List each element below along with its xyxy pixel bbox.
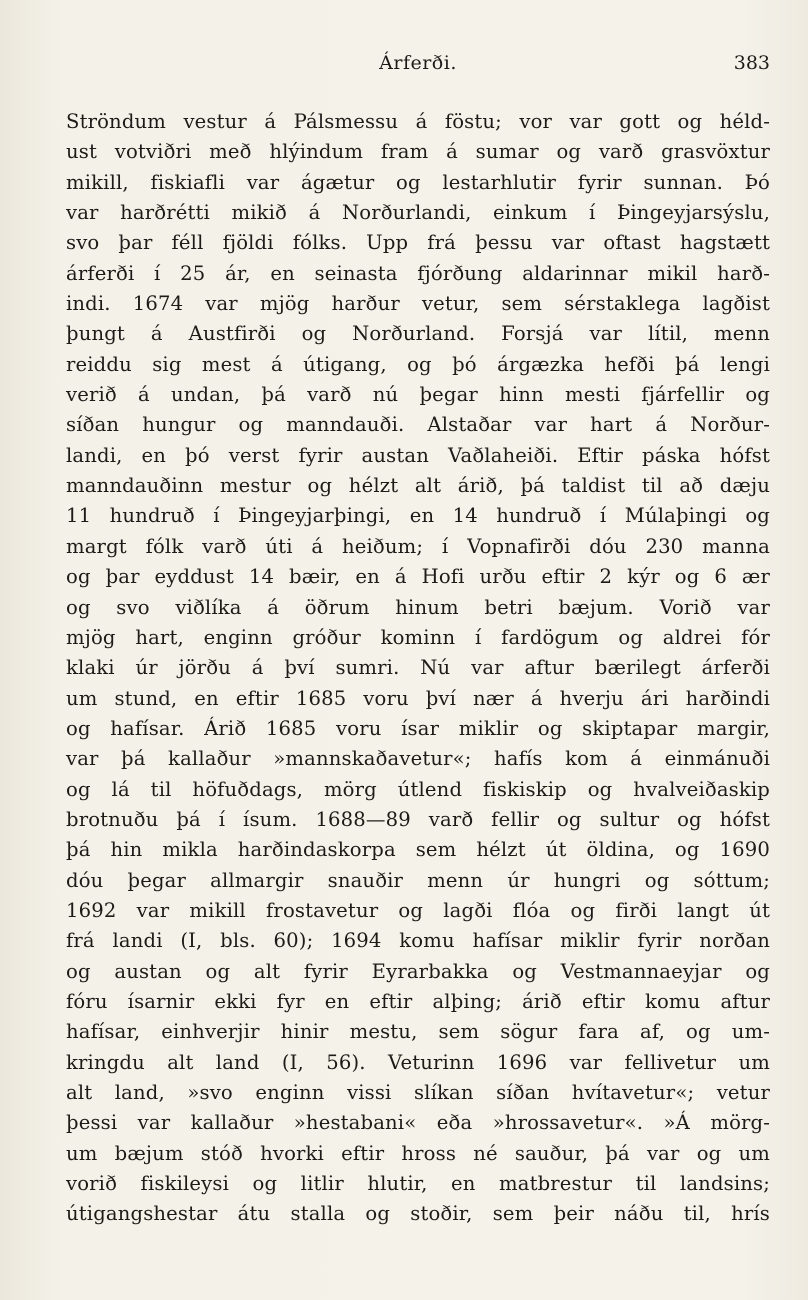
text-line: alt land, »svo enginn vissi slíkan síðan hvítavetur«; vetur	[66, 1081, 770, 1104]
text-line: ust votviðri með hlýindum fram á sumar og varð grasvöxtur	[66, 140, 770, 164]
text-line: um bæjum stóð hvorki eftir hross né sauður, þá var og um	[66, 1141, 770, 1165]
text-line: var þá kallaður »mannskaðavetur«; hafís kom á einmánuði	[66, 747, 770, 771]
text-line: og lá til höfuðdags, mörg útlend fiskiskip og hvalveiðaskip	[66, 777, 770, 801]
text-line: svo þar féll fjöldi fólks. Upp frá þessu var oftast hagstætt	[66, 231, 770, 255]
text-line: þá hin mikla harðindaskorpa sem hélzt út öldina, og 1690	[66, 838, 770, 862]
text-line: verið á undan, þá varð nú þegar hinn mesti fjárfellir og	[66, 383, 770, 407]
text-line: og austan og alt fyrir Eyrarbakka og Vestmannaeyjar og	[66, 959, 770, 983]
text-line: árferði í 25 ár, en seinasta fjórðung aldarinnar mikil harð-	[66, 261, 770, 285]
text-line: mjög hart, enginn gróður kominn í fardögum og aldrei fór	[66, 625, 770, 649]
text-line: síðan hungur og manndauði. Alstaðar var hart á Norður-	[66, 413, 770, 437]
text-line: mikill, fiskiafli var ágætur og lestarhlutir fyrir sunnan. Þó	[66, 170, 770, 194]
body-text	[66, 107, 770, 1230]
running-title: Árferði.	[379, 52, 457, 74]
text-line: var harðrétti mikið á Norðurlandi, einkum í Þingeyjarsýslu,	[66, 201, 770, 225]
text-line: Ströndum vestur á Pálsmessu á föstu; vor var gott og héld-	[66, 110, 770, 133]
text-line: og þar eyddust 14 bæir, en á Hofi urðu eftir 2 kýr og 6 ær	[66, 565, 770, 589]
text-line: klaki úr jörðu á því sumri. Nú var aftur bærilegt árferði	[66, 656, 770, 680]
text-line: manndauðinn mestur og hélzt alt árið, þá taldist til að dæju	[66, 474, 770, 498]
text-line: hafísar, einhverjir hinir mestu, sem sögur fara af, og um-	[66, 1020, 770, 1044]
text-line: dóu þegar allmargir snauðir menn úr hungri og sóttum;	[66, 868, 770, 892]
text-line: vorið fiskileysi og litlir hlutir, en matbrestur til landsins;	[66, 1172, 770, 1196]
page-number: 383	[733, 52, 770, 74]
text-line: um stund, en eftir 1685 voru því nær á hverju ári harðindi	[66, 686, 770, 710]
text-line: 11 hundruð í Þingeyjarþingi, en 14 hundruð í Múlaþingi og	[66, 504, 770, 528]
running-head	[66, 52, 770, 80]
text-line: og svo viðlíka á öðrum hinum betri bæjum. Vorið var	[66, 595, 770, 619]
text-line: fóru ísarnir ekki fyr en eftir alþing; árið eftir komu aftur	[66, 989, 770, 1013]
text-line: margt fólk varð úti á heiðum; í Vopnafirði dóu 230 manna	[66, 534, 770, 558]
text-line: brotnuðu þá í ísum. 1688—89 varð fellir og sultur og hófst	[66, 807, 770, 831]
text-line: og hafísar. Árið 1685 voru ísar miklir og skiptapar margir,	[66, 716, 770, 740]
text-line: útigangshestar átu stalla og stoðir, sem þeir náðu til, hrís	[66, 1202, 770, 1226]
text-line: landi, en þó verst fyrir austan Vaðlaheiði. Eftir páska hófst	[66, 443, 770, 467]
text-line: þessi var kallaður »hestabani« eða »hrossavetur«. »Á mörg-	[66, 1111, 770, 1135]
text-line: þungt á Austfirði og Norðurland. Forsjá var lítil, menn	[66, 322, 770, 346]
text-line: 1692 var mikill frostavetur og lagði flóa og firði langt út	[66, 898, 770, 922]
text-line: kringdu alt land (I, 56). Veturinn 1696 var fellivetur um	[66, 1050, 770, 1074]
text-line: reiddu sig mest á útigang, og þó árgæzka hefði þá lengi	[66, 352, 770, 376]
text-line: indi. 1674 var mjög harður vetur, sem sérstaklega lagðist	[66, 292, 770, 316]
text-line: frá landi (I, bls. 60); 1694 komu hafísar miklir fyrir norðan	[66, 929, 770, 953]
